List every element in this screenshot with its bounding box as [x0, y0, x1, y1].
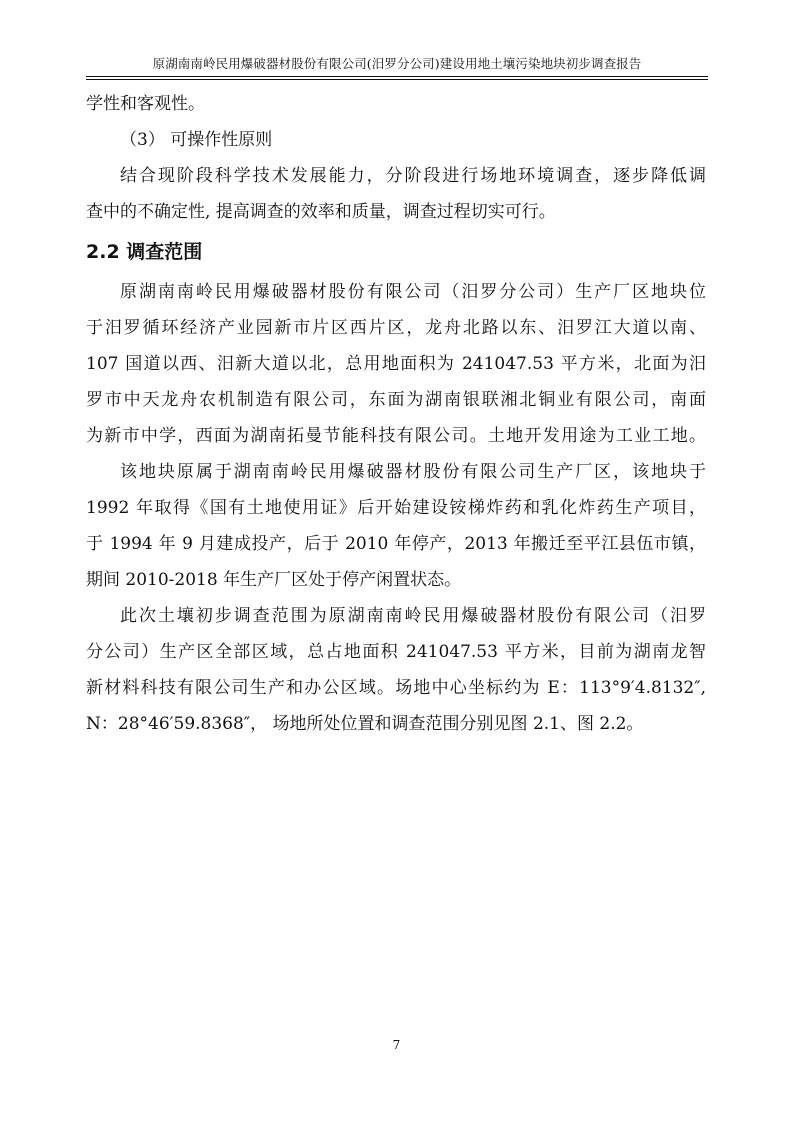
paragraph-line: 该地块原属于湖南南岭民用爆破器材股份有限公司生产厂区，该地块于 — [120, 462, 706, 482]
paragraph-line: 于 1994 年 9 月建成投产，后于 2010 年停产，2013 年搬迁至平江县伍市镇， — [86, 534, 706, 554]
paragraph-line: N：28°46′59.8368″， 场地所处位置和调查范围分别见图 2.1、图 2.2。 — [86, 714, 644, 734]
paragraph-line: 罗市中天龙舟农机制造有限公司，东面为湖南银联湘北铜业有限公司，南面 — [86, 390, 706, 410]
paragraph-line: 期间 2010-2018 年生产厂区处于停产闲置状态。 — [86, 570, 462, 590]
paragraph-line: 此次土壤初步调查范围为原湖南南岭民用爆破器材股份有限公司（汨罗 — [120, 606, 706, 626]
paragraph-line: 于汨罗循环经济产业园新市片区西片区，龙舟北路以东、汨罗江大道以南、 — [86, 318, 706, 338]
paragraph-line: 107 国道以西、汨新大道以北，总用地面积为 241047.53 平方米，北面为汨 — [86, 354, 706, 374]
page-header-title: 原湖南南岭民用爆破器材股份有限公司(汨罗分公司)建设用地土壤污染地块初步调查报告 — [152, 56, 642, 71]
principle-3-title: （3） 可操作性原则 — [120, 130, 273, 150]
paragraph-line: 学性和客观性。 — [86, 94, 205, 114]
paragraph-line: 为新市中学，西面为湖南拓曼节能科技有限公司。土地开发用途为工业工地。 — [86, 426, 706, 446]
page-number: 7 — [392, 1038, 401, 1052]
section-heading: 2.2 调查范围 — [86, 241, 203, 263]
paragraph-line: 查中的不确定性, 提高调查的效率和质量，调查过程切实可行。 — [86, 202, 556, 222]
header-rule — [86, 76, 708, 77]
paragraph-line: 分公司）生产区全部区域，总占地面积 241047.53 平方米，目前为湖南龙智 — [86, 642, 706, 662]
paragraph-line: 新材料科技有限公司生产和办公区域。场地中心坐标约为 E：113°9′4.8132″, — [86, 678, 706, 698]
header-rule-thin — [86, 79, 708, 80]
document-body — [86, 86, 706, 742]
paragraph-line: 1992 年取得《国有土地使用证》后开始建设铵梯炸药和乳化炸药生产项目， — [86, 498, 706, 518]
paragraph-line: 结合现阶段科学技术发展能力，分阶段进行场地环境调查，逐步降低调 — [120, 166, 706, 186]
paragraph-line: 原湖南南岭民用爆破器材股份有限公司（汨罗分公司）生产厂区地块位 — [120, 282, 706, 302]
